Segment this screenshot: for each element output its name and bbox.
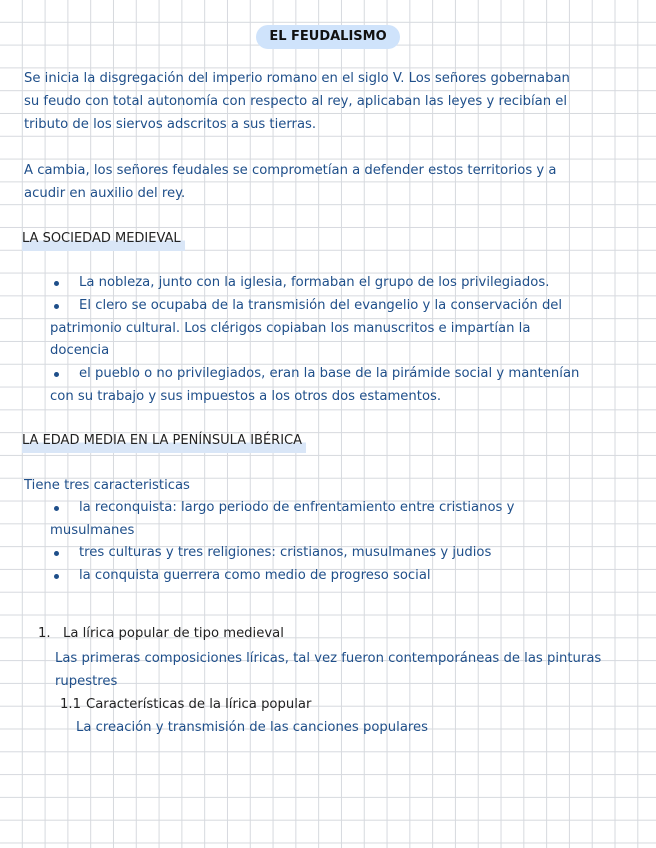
bullet-icon bbox=[54, 372, 59, 377]
subheading: Características de la lírica popular bbox=[86, 697, 312, 712]
numbered-heading: La lírica popular de tipo medieval bbox=[63, 626, 284, 641]
paragraph: rupestres bbox=[55, 674, 118, 689]
list-item: El clero se ocupaba de la transmisión del evangelio y la conservación del bbox=[79, 298, 563, 313]
subheading-number: 1.1 bbox=[60, 697, 81, 712]
bullet-icon bbox=[54, 506, 59, 511]
intro-line: A cambia, los señores feudales se comprometían a defender estos territorios y a bbox=[24, 163, 557, 178]
section-heading: LA SOCIEDAD MEDIEVAL bbox=[22, 228, 185, 251]
section-heading: LA EDAD MEDIA EN LA PENÍNSULA IBÉRICA bbox=[22, 430, 306, 453]
list-item-continuation: musulmanes bbox=[50, 523, 135, 538]
paragraph: Tiene tres caracteristicas bbox=[24, 478, 190, 493]
list-item: La nobleza, junto con la iglesia, formaban el grupo de los privilegiados. bbox=[79, 275, 550, 290]
bullet-icon bbox=[54, 304, 59, 309]
list-item: la conquista guerrera como medio de progreso social bbox=[79, 568, 431, 583]
bullet-icon bbox=[54, 574, 59, 579]
list-item: tres culturas y tres religiones: cristianos, musulmanes y judios bbox=[79, 545, 492, 560]
intro-line: acudir en auxilio del rey. bbox=[24, 186, 186, 201]
list-item-continuation: patrimonio cultural. Los clérigos copiaban los manuscritos e impartían la bbox=[50, 321, 531, 336]
page-title: EL FEUDALISMO bbox=[256, 25, 400, 49]
list-item-continuation: con su trabajo y sus impuestos a los otros dos estamentos. bbox=[50, 389, 442, 404]
paragraph: La creación y transmisión de las canciones populares bbox=[76, 720, 429, 735]
list-item: el pueblo o no privilegiados, eran la base de la pirámide social y mantenían bbox=[79, 366, 580, 381]
list-item: la reconquista: largo periodo de enfrentamiento entre cristianos y bbox=[79, 500, 515, 515]
intro-line: Se inicia la disgregación del imperio romano en el siglo V. Los señores gobernaban bbox=[24, 71, 570, 86]
intro-line: tributo de los siervos adscritos a sus tierras. bbox=[24, 117, 317, 132]
list-item-continuation: docencia bbox=[50, 343, 110, 358]
intro-line: su feudo con total autonomía con respecto al rey, aplicaban las leyes y recibían el bbox=[24, 94, 568, 109]
bullet-icon bbox=[54, 551, 59, 556]
paragraph: Las primeras composiciones líricas, tal vez fueron contemporáneas de las pinturas bbox=[55, 651, 602, 666]
bullet-icon bbox=[54, 281, 59, 286]
numbered-heading-number: 1. bbox=[38, 626, 51, 641]
